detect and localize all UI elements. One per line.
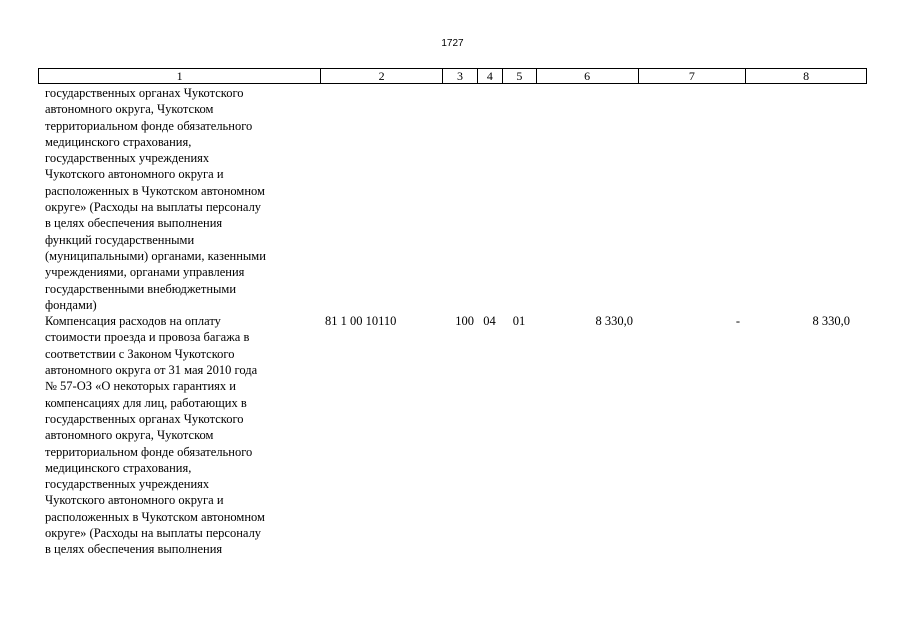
row-regional: 8 330,0 — [812, 314, 850, 329]
row-name: Компенсация расходов на оплату стоимости проезда и провоза багажа в соответствии с Законом Чукотского автономного округа от 31 мая 2010 года № 57-ОЗ «О некоторых гарантиях и компенсациях для лиц, работающих в государственных органах Чукотского автономного округа, Чукотском территориальном фонде обязательного медицинского страхования, государственных учреждениях Чукотского автономного округа и расположенных в Чукотском автономном округе» (Расходы на выплаты персоналу в целях обеспечения выполнения — [45, 314, 265, 557]
header-col-4: 4 — [477, 69, 502, 83]
page-number: 1727 — [441, 38, 464, 49]
row-rz: 04 — [483, 314, 496, 329]
row-regional — [746, 85, 855, 313]
header-col-6: 6 — [536, 69, 638, 83]
row-total: 8 330,0 — [595, 314, 633, 329]
table-row — [38, 313, 867, 557]
row-total — [536, 85, 638, 313]
header-col-7: 7 — [638, 69, 746, 83]
table-body — [38, 85, 867, 558]
header-col-2: 2 — [320, 69, 442, 83]
header-col-1: 1 — [176, 69, 183, 83]
row-pr: 01 — [512, 314, 526, 329]
row-pr — [502, 85, 536, 313]
row-federal — [638, 85, 746, 313]
header-col-8: 8 — [745, 69, 866, 83]
row-rz — [477, 85, 502, 313]
row-federal: - — [735, 314, 740, 329]
table-header-row — [38, 68, 867, 84]
row-code: 81 1 00 10110 — [325, 314, 397, 329]
row-vr: 100 — [455, 314, 474, 329]
row-code — [320, 85, 442, 313]
header-col-3: 3 — [442, 69, 477, 83]
row-name: государственных органах Чукотского автономного округа, Чукотском территориальном фонде обязательного медицинского страхования, государственных учреждениях Чукотского автономного округа и расположенных в Чукотском автономном округе» (Расходы на выплаты персоналу в целях обеспечения выполнения функций государственными (муниципальными) органами, казенными учреждениями, органами управления государственными внебюджетными фондами) — [45, 86, 266, 312]
header-col-5: 5 — [502, 69, 536, 83]
row-vr — [442, 85, 477, 313]
table-row — [38, 85, 867, 313]
